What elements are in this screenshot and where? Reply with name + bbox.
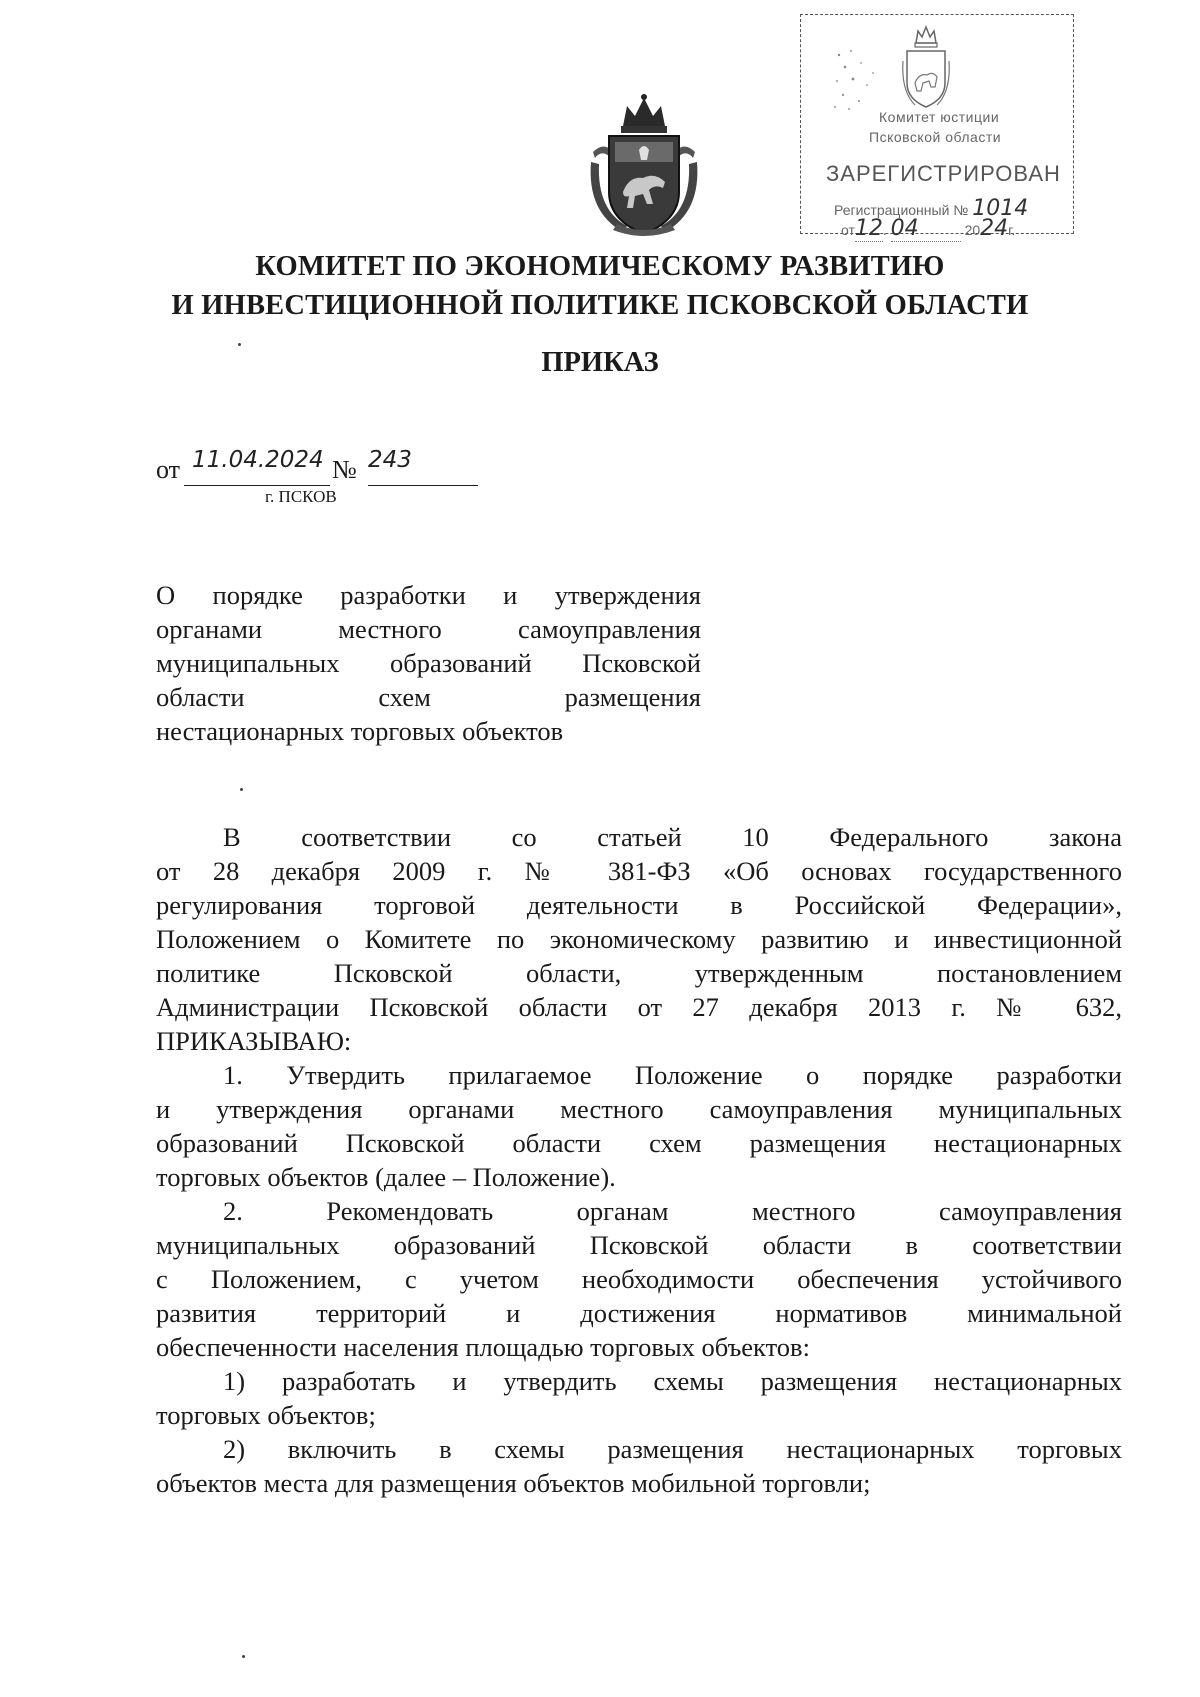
registration-stamp [800,14,1074,241]
body-line: 1) разработать и утвердить схемы размещения нестационарных [223,1366,1122,1396]
stamp-status: ЗАРЕГИСТРИРОВАН [826,161,1061,186]
body-line: регулирования торговой деятельности в Российской Федерации», [156,890,1122,920]
stamp-org-line1: Комитет юстиции [879,109,1000,125]
body-line: 1. Утвердить прилагаемое Положение о порядке разработки [223,1060,1122,1090]
body-line: В соответствии со статьей 10 Федерального закона [223,822,1122,852]
stamp-emblem-icon [901,25,951,111]
stamp-date-year-prefix: 20 [964,222,981,238]
stamp-date-month: 04 [891,216,961,242]
number-underline [368,485,478,486]
stamp-reg-label: Регистрационный № [834,202,969,218]
subject-line: органами местного самоуправления [156,614,701,644]
organization-title-line2: И ИНВЕСТИЦИОННОЙ ПОЛИТИКЕ ПСКОВСКОЙ ОБЛАСТИ [171,290,1029,321]
body-line: 2. Рекомендовать органам местного самоуправления [223,1196,1122,1226]
order-from-label: от [156,455,181,484]
body-line: торговых объектов (далее – Положение). [156,1162,616,1192]
organization-title-line1: КОМИТЕТ ПО ЭКОНОМИЧЕСКОМУ РАЗВИТИЮ [255,251,945,282]
stamp-reg-number: 1014 [972,196,1029,221]
stamp-date-row: от12. 04 2024г. [841,216,1016,241]
date-underline [184,485,330,486]
body-line: с Положением, с учетом необходимости обеспечения устойчивого [156,1264,1122,1294]
order-date-handwritten: 11.04.2024 [192,447,324,473]
body-line: обеспеченности населения площадью торговых объектов: [156,1332,810,1362]
body-line: Положением о Комитете по экономическому развитию и инвестиционной [156,924,1122,954]
stamp-org-line2: Псковской области [869,129,1002,145]
body-line: образований Псковской области схем размещения нестационарных [156,1128,1122,1158]
stamp-date-year-suffix: 24 [980,216,1009,241]
body-line: и утверждения органами местного самоуправления муниципальных [156,1094,1122,1124]
body-line: 2) включить в схемы размещения нестационарных торговых [223,1434,1122,1464]
body-line: от 28 декабря 2009 г. № 381-ФЗ «Об основах государственного [156,856,1122,886]
body-line: объектов места для размещения объектов мобильной торговли; [156,1468,871,1498]
order-subject [156,578,701,748]
subject-line: области схем размещения [156,682,701,712]
stamp-date-suffix: г. [1008,222,1016,238]
stamp-date-day: 12 [854,216,883,241]
subject-line: нестационарных торговых объектов [156,716,564,746]
order-city: г. ПСКОВ [265,487,337,506]
order-date-number-line [156,447,412,485]
subject-line: муниципальных образований Псковской [156,648,701,678]
body-line: муниципальных образований Псковской области в соответствии [156,1230,1122,1260]
body-line: торговых объектов; [156,1400,376,1430]
stamp-speckle-texture [831,45,886,115]
body-line: развития территорий и достижения нормативов минимальной [156,1298,1122,1328]
body-line: ПРИКАЗЫВАЮ: [156,1026,352,1056]
body-line: политике Псковской области, утвержденным постановлением [156,958,1122,988]
coat-of-arms-emblem [583,92,705,242]
order-number-handwritten: 243 [368,447,412,473]
order-body [156,820,1122,1500]
scan-speck [240,788,243,791]
body-line: Администрации Псковской области от 27 декабря 2013 г. № 632, [156,992,1122,1022]
subject-line: О порядке разработки и утверждения [156,580,701,610]
scan-speck [242,1655,245,1658]
scan-speck [238,343,241,346]
stamp-date-prefix: от [841,222,855,238]
order-number-label: № [332,455,357,484]
document-type-heading: ПРИКАЗ [541,347,659,378]
